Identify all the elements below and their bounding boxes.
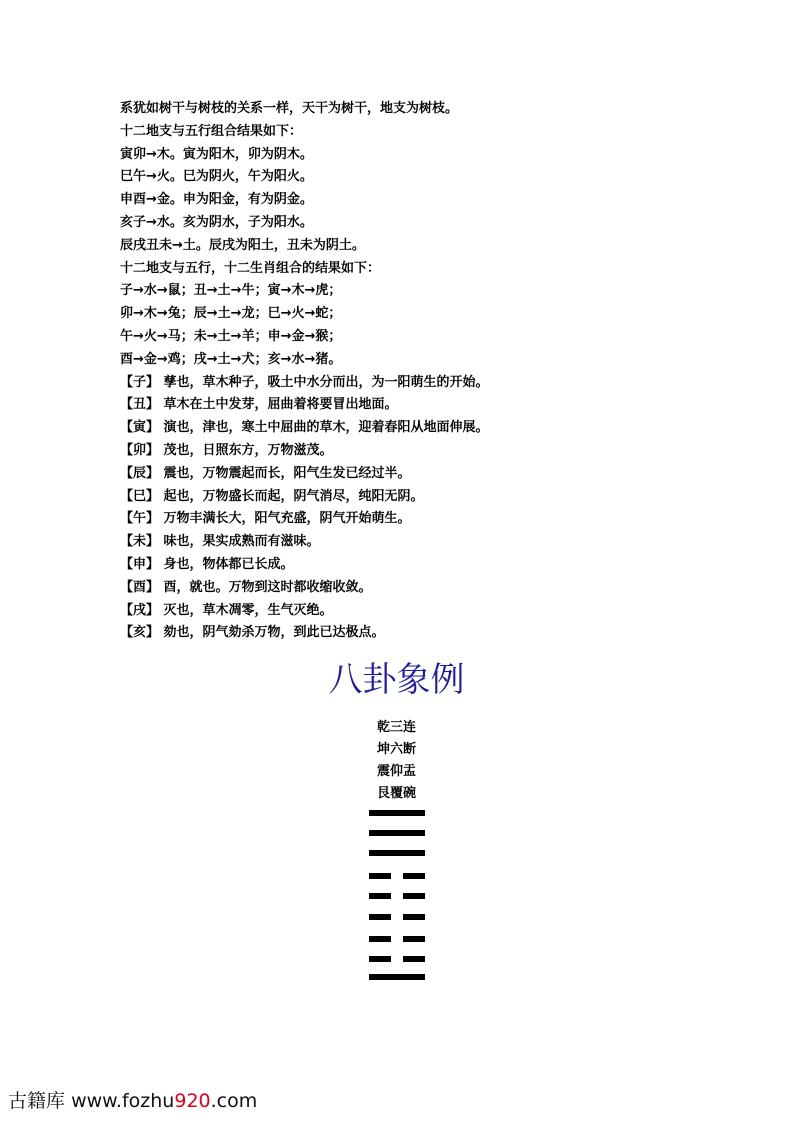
- text-line: 【未】 味也，果实成熟而有滋味。: [120, 534, 320, 550]
- yao-segment: [369, 974, 425, 980]
- text-line: 子→水→鼠；丑→土→牛；寅→木→虎；: [120, 283, 342, 299]
- text-line: 【子】 孳也，草木种子，吸土中水分而出，为一阳萌生的开始。: [120, 374, 489, 390]
- text-line: 【巳】 起也，万物盛长而起，阴气消尽，纯阳无阴。: [120, 488, 424, 504]
- yao-segment: [369, 850, 425, 856]
- yin-line: [369, 936, 425, 942]
- yao-segment: [369, 936, 391, 942]
- footer-url-suffix: .com: [210, 1090, 258, 1112]
- text-line: 午→火→马；未→土→羊；申→金→猴；: [120, 328, 342, 344]
- yin-line: [369, 893, 425, 899]
- text-line: 【亥】 劾也，阴气劾杀万物，到此已达极点。: [120, 625, 385, 641]
- text-line: 【辰】 震也，万物震起而长，阳气生发已经过半。: [120, 465, 411, 481]
- footer-brand: 古籍库: [8, 1090, 66, 1112]
- text-line: 申酉→金。申为阳金，有为阴金。: [120, 192, 313, 208]
- yao-segment: [403, 893, 425, 899]
- footer-url-number: 920: [174, 1090, 211, 1112]
- yang-line: [369, 810, 425, 816]
- yin-line: [369, 914, 425, 920]
- text-line: 十二地支与五行组合结果如下：: [120, 123, 303, 139]
- yin-line: [369, 873, 425, 879]
- yang-line: [369, 850, 425, 856]
- text-line: 寅卯→木。寅为阳木，卯为阴木。: [120, 146, 313, 162]
- text-line: 【酉】 酉，就也。万物到这时都收缩收敛。: [120, 579, 372, 595]
- text-line: 酉→金→鸡；戌→土→犬；亥→水→猪。: [120, 351, 342, 367]
- text-line: 十二地支与五行，十二生肖组合的结果如下：: [120, 260, 381, 276]
- section-title: 八卦象例: [328, 660, 465, 700]
- yao-segment: [369, 956, 391, 962]
- text-body: [120, 98, 760, 645]
- trigram-name: 坤六断: [376, 742, 416, 757]
- trigram-names: [0, 717, 793, 805]
- text-line: 巳午→火。巳为阴火，午为阳火。: [120, 169, 313, 185]
- text-line: 辰戌丑未→土。辰戌为阳土，丑未为阴土。: [120, 237, 365, 253]
- text-line: 卯→木→兔；辰→土→龙；巳→火→蛇；: [120, 306, 342, 322]
- trigram-name: 艮覆碗: [376, 786, 416, 801]
- yao-segment: [369, 914, 391, 920]
- yao-segment: [403, 914, 425, 920]
- yao-segment: [369, 893, 391, 899]
- yin-line: [369, 956, 425, 962]
- yang-line: [369, 974, 425, 980]
- yao-segment: [369, 830, 425, 836]
- text-line: 【申】 身也，物体都已长成。: [120, 556, 294, 572]
- footer-url-prefix: www.fozhu: [71, 1090, 175, 1112]
- yao-segment: [403, 936, 425, 942]
- yao-segment: [403, 873, 425, 879]
- trigram-name: 震仰盂: [376, 764, 416, 779]
- yao-segment: [403, 956, 425, 962]
- yang-line: [369, 830, 425, 836]
- text-line: 【卯】 茂也，日照东方，万物滋茂。: [120, 442, 333, 458]
- text-line: 【寅】 演也，津也，寒土中屈曲的草木，迎着春阳从地面伸展。: [120, 420, 489, 436]
- text-line: 【午】 万物丰满长大，阳气充盛，阴气开始萌生。: [120, 511, 411, 527]
- footer-watermark: [8, 1089, 257, 1113]
- text-line: 系犹如树干与树枝的关系一样，天干为树干，地支为树枝。: [120, 101, 459, 116]
- yao-segment: [369, 810, 425, 816]
- text-line: 【戌】 灭也，草木凋零，生气灭绝。: [120, 602, 333, 618]
- yao-segment: [369, 873, 391, 879]
- text-line: 【丑】 草木在土中发芽，屈曲着将要冒出地面。: [120, 397, 398, 413]
- text-line: 亥子→水。亥为阴水，子为阳水。: [120, 214, 313, 230]
- trigram-name: 乾三连: [376, 720, 416, 735]
